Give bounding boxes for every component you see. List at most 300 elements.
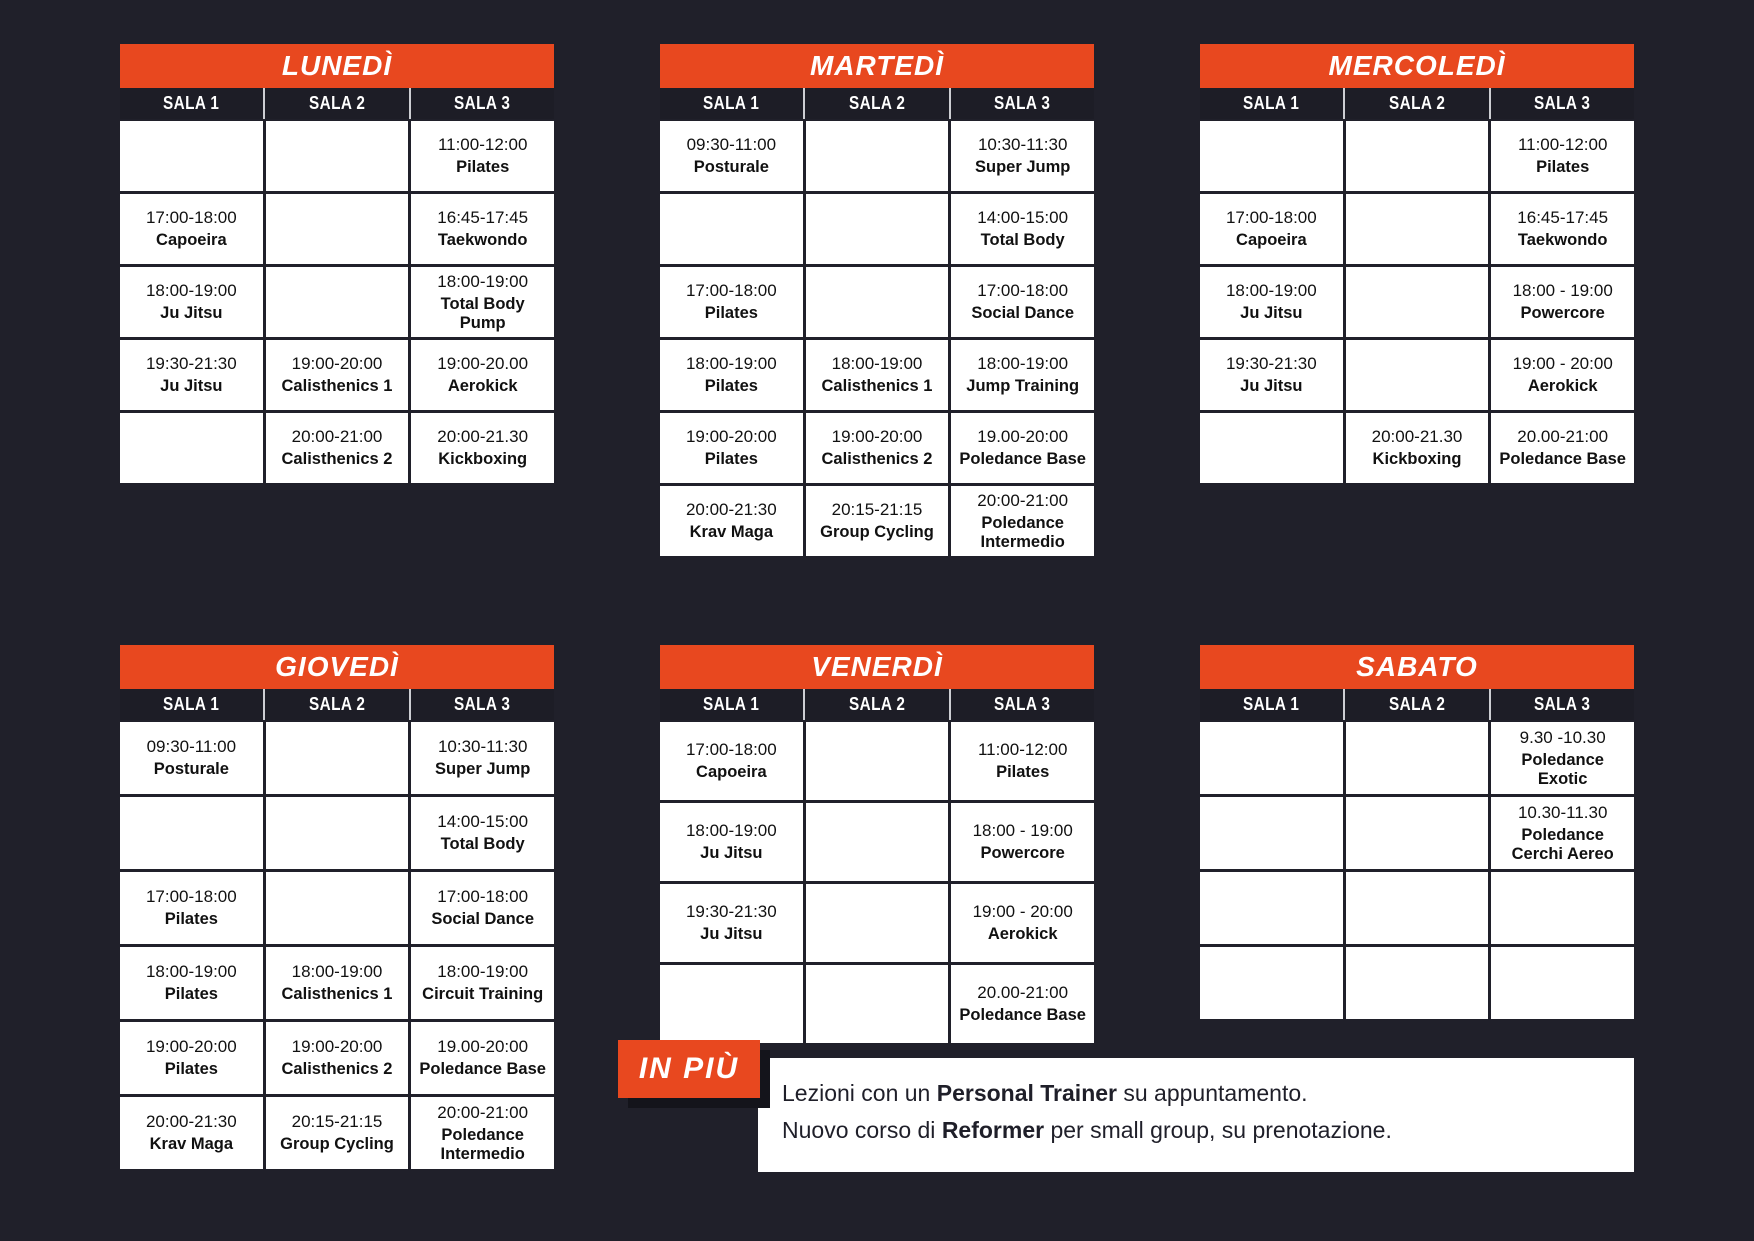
- room-header: [803, 88, 948, 119]
- class-time: 9.30 -10.30: [1519, 727, 1606, 747]
- class-cell: [1200, 340, 1343, 410]
- class-time: 18:00-19:00: [437, 271, 529, 291]
- class-cell: [1491, 340, 1634, 410]
- class-name: Capoeira: [1236, 231, 1307, 250]
- class-time: 17:00-18:00: [977, 281, 1069, 301]
- class-time: 18:00-19:00: [145, 962, 237, 982]
- class-name: Capoeira: [156, 231, 227, 250]
- class-time: 11:00-12:00: [1517, 135, 1608, 155]
- class-name: Total Body: [440, 835, 525, 854]
- room-header-label: SALA 3: [994, 694, 1051, 714]
- class-cell: [411, 267, 554, 337]
- class-name: Social Dance: [431, 910, 535, 929]
- class-name: Posturale: [693, 158, 769, 177]
- class-time: 19:00-20.00: [437, 354, 529, 374]
- room-header: [409, 689, 554, 720]
- empty-cell: [266, 797, 409, 869]
- in-piu-line1-prefix: Lezioni con un: [782, 1080, 937, 1106]
- in-piu-line2: [782, 1112, 1634, 1149]
- in-piu-panel: [758, 1058, 1634, 1172]
- class-name: Posturale: [153, 760, 229, 779]
- class-name: Total Body: [980, 231, 1065, 250]
- in-piu-line2-prefix: Nuovo corso di: [782, 1117, 942, 1143]
- room-header: [949, 689, 1094, 720]
- class-name: Calisthenics 2: [281, 1060, 393, 1079]
- class-time: 20:00-21:00: [977, 490, 1069, 510]
- class-name: Pilates: [704, 304, 758, 323]
- class-time: 18:00-19:00: [685, 354, 777, 374]
- schedule-row: [120, 1022, 554, 1094]
- room-header-row: [660, 689, 1094, 720]
- class-time: 19:30-21:30: [685, 902, 777, 922]
- room-header-label: SALA 3: [994, 93, 1051, 113]
- class-cell: [411, 1097, 554, 1169]
- empty-cell: [1346, 797, 1489, 869]
- room-header-label: SALA 2: [308, 694, 366, 714]
- class-cell: [951, 194, 1094, 264]
- class-name: Jump Training: [966, 377, 1080, 396]
- class-name: Ju Jitsu: [160, 304, 223, 323]
- class-name: Social Dance: [971, 304, 1075, 323]
- empty-cell: [1200, 947, 1343, 1019]
- empty-cell: [806, 121, 949, 191]
- empty-cell: [1346, 194, 1489, 264]
- day-table-mercoledi: [1200, 44, 1634, 483]
- schedule-grid: [1200, 121, 1634, 483]
- empty-cell: [1491, 947, 1634, 1019]
- room-header-label: SALA 2: [848, 694, 906, 714]
- schedule-row: [660, 121, 1094, 191]
- class-name: Group Cycling: [280, 1135, 394, 1154]
- class-cell: [806, 486, 949, 556]
- empty-cell: [1346, 340, 1489, 410]
- class-time: 09:30-11:00: [146, 737, 237, 757]
- class-name: Kickboxing: [438, 450, 528, 469]
- class-time: 18:00 - 19:00: [972, 821, 1073, 841]
- class-cell: [1491, 722, 1634, 794]
- room-header-row: [120, 88, 554, 119]
- empty-cell: [1346, 722, 1489, 794]
- room-header-row: [1200, 689, 1634, 720]
- empty-cell: [806, 965, 949, 1043]
- room-header-label: SALA 2: [848, 93, 906, 113]
- schedule-grid: [1200, 722, 1634, 1019]
- room-header-label: SALA 1: [1243, 93, 1300, 113]
- schedule-row: [660, 267, 1094, 337]
- class-cell: [1491, 121, 1634, 191]
- class-name: Calisthenics 1: [821, 377, 933, 396]
- schedule-row: [1200, 340, 1634, 410]
- class-time: 19.00-20:00: [437, 1037, 529, 1057]
- class-cell: [120, 947, 263, 1019]
- room-header-label: SALA 3: [454, 694, 511, 714]
- class-time: 16:45-17:45: [437, 208, 529, 228]
- schedule-row: [120, 121, 554, 191]
- class-name: Super Jump: [975, 158, 1071, 177]
- class-name: Powercore: [980, 844, 1065, 863]
- class-cell: [1491, 194, 1634, 264]
- in-piu-badge: IN PIÙ: [618, 1040, 760, 1098]
- class-time: 17:00-18:00: [1225, 208, 1317, 228]
- class-time: 20:00-21:30: [145, 1112, 237, 1132]
- empty-cell: [120, 121, 263, 191]
- schedule-grid: [660, 722, 1094, 1043]
- empty-cell: [266, 872, 409, 944]
- class-time: 20:00-21.30: [437, 427, 529, 447]
- schedule-row: [120, 340, 554, 410]
- room-header: [1489, 689, 1634, 720]
- class-cell: [660, 413, 803, 483]
- schedule-row: [120, 872, 554, 944]
- room-header: [803, 689, 948, 720]
- class-cell: [120, 722, 263, 794]
- class-cell: [120, 340, 263, 410]
- empty-cell: [1346, 872, 1489, 944]
- schedule-row: [120, 194, 554, 264]
- room-header: [120, 88, 263, 119]
- schedule-row: [660, 486, 1094, 556]
- class-name: Poledance Base: [419, 1060, 546, 1079]
- schedule-row: [120, 722, 554, 794]
- class-cell: [411, 797, 554, 869]
- class-time: 19:00-20:00: [831, 427, 923, 447]
- empty-cell: [806, 722, 949, 800]
- class-time: 16:45-17:45: [1517, 208, 1609, 228]
- schedule-row: [660, 803, 1094, 881]
- day-title: MERCOLEDÌ: [1200, 44, 1634, 88]
- class-time: 19.00-20:00: [977, 427, 1069, 447]
- room-header: [263, 88, 408, 119]
- class-cell: [1346, 413, 1489, 483]
- class-name: Pilates: [456, 158, 510, 177]
- day-title: SABATO: [1200, 645, 1634, 689]
- class-name: Poledance Base: [959, 450, 1086, 469]
- class-cell: [660, 121, 803, 191]
- class-cell: [266, 1097, 409, 1169]
- room-header: [1200, 689, 1343, 720]
- class-cell: [660, 267, 803, 337]
- class-time: 17:00-18:00: [145, 208, 237, 228]
- empty-cell: [1346, 121, 1489, 191]
- class-name: Ju Jitsu: [700, 925, 763, 944]
- class-cell: [951, 965, 1094, 1043]
- schedule-row: [660, 722, 1094, 800]
- class-cell: [660, 722, 803, 800]
- class-name: Ju Jitsu: [700, 844, 763, 863]
- class-cell: [660, 340, 803, 410]
- class-name: Calisthenics 1: [281, 985, 393, 1004]
- schedule-row: [1200, 121, 1634, 191]
- schedule-row: [660, 965, 1094, 1043]
- class-time: 17:00-18:00: [145, 887, 237, 907]
- empty-cell: [1200, 121, 1343, 191]
- room-header-label: SALA 3: [1534, 694, 1591, 714]
- class-name: Calisthenics 2: [281, 450, 393, 469]
- in-piu-line1-bold: Personal Trainer: [936, 1080, 1117, 1106]
- class-name: Krav Maga: [689, 523, 774, 542]
- class-cell: [951, 722, 1094, 800]
- day-table-lunedi: [120, 44, 554, 483]
- class-name: Pilates: [704, 377, 758, 396]
- class-time: 17:00-18:00: [437, 887, 529, 907]
- class-name: Capoeira: [696, 763, 767, 782]
- empty-cell: [120, 413, 263, 483]
- empty-cell: [266, 194, 409, 264]
- class-time: 09:30-11:00: [686, 135, 777, 155]
- room-header: [263, 689, 408, 720]
- class-name: Aerokick: [1527, 377, 1598, 396]
- room-header-label: SALA 1: [1243, 694, 1300, 714]
- class-time: 10.30-11.30: [1517, 802, 1608, 822]
- room-header-label: SALA 1: [163, 93, 220, 113]
- class-name: Pilates: [164, 1060, 218, 1079]
- class-cell: [951, 884, 1094, 962]
- in-piu-line2-suffix: per small group, su prenotazione.: [1044, 1117, 1392, 1143]
- in-piu-line2-bold: Reformer: [941, 1117, 1045, 1143]
- class-time: 19:00-20:00: [291, 354, 383, 374]
- class-cell: [1491, 267, 1634, 337]
- class-cell: [951, 486, 1094, 556]
- class-time: 18:00-19:00: [977, 354, 1069, 374]
- class-cell: [806, 340, 949, 410]
- class-cell: [411, 722, 554, 794]
- room-header-row: [660, 88, 1094, 119]
- empty-cell: [1200, 413, 1343, 483]
- class-cell: [411, 340, 554, 410]
- day-table-venerdi: [660, 645, 1094, 1043]
- class-time: 18:00-19:00: [145, 281, 237, 301]
- class-time: 17:00-18:00: [685, 281, 777, 301]
- class-time: 11:00-12:00: [437, 135, 528, 155]
- schedule-row: [660, 413, 1094, 483]
- class-cell: [951, 267, 1094, 337]
- schedule-row: [1200, 797, 1634, 869]
- class-time: 19:00-20:00: [685, 427, 777, 447]
- class-cell: [951, 121, 1094, 191]
- schedule-row: [1200, 267, 1634, 337]
- class-cell: [411, 121, 554, 191]
- class-cell: [951, 340, 1094, 410]
- room-header-label: SALA 3: [454, 93, 511, 113]
- empty-cell: [806, 194, 949, 264]
- room-header: [660, 689, 803, 720]
- class-name: Super Jump: [435, 760, 531, 779]
- room-header: [1489, 88, 1634, 119]
- room-header-label: SALA 3: [1534, 93, 1591, 113]
- empty-cell: [266, 722, 409, 794]
- class-name: Powercore: [1520, 304, 1605, 323]
- room-header: [120, 689, 263, 720]
- class-name: Poledance Base: [1499, 450, 1626, 469]
- class-cell: [411, 413, 554, 483]
- class-name: Calisthenics 2: [821, 450, 933, 469]
- schedule-row: [1200, 722, 1634, 794]
- day-title: LUNEDÌ: [120, 44, 554, 88]
- empty-cell: [1200, 872, 1343, 944]
- class-cell: [1200, 194, 1343, 264]
- class-name: Total Body Pump: [440, 295, 525, 332]
- class-cell: [411, 194, 554, 264]
- room-header-label: SALA 1: [163, 694, 220, 714]
- room-header-label: SALA 1: [703, 93, 760, 113]
- class-time: 10:30-11:30: [437, 737, 528, 757]
- class-cell: [120, 1022, 263, 1094]
- class-time: 18:00-19:00: [291, 962, 383, 982]
- class-cell: [266, 340, 409, 410]
- class-name: Aerokick: [987, 925, 1058, 944]
- room-header: [409, 88, 554, 119]
- class-cell: [411, 872, 554, 944]
- schedule-row: [1200, 413, 1634, 483]
- schedule-row: [1200, 947, 1634, 1019]
- class-name: Ju Jitsu: [160, 377, 223, 396]
- class-name: Ju Jitsu: [1240, 304, 1303, 323]
- room-header: [1343, 689, 1488, 720]
- schedule-row: [120, 797, 554, 869]
- class-time: 10:30-11:30: [977, 135, 1068, 155]
- day-title: MARTEDÌ: [660, 44, 1094, 88]
- room-header-row: [1200, 88, 1634, 119]
- room-header: [949, 88, 1094, 119]
- in-piu-line1-suffix: su appuntamento.: [1116, 1080, 1308, 1106]
- class-cell: [120, 872, 263, 944]
- empty-cell: [1491, 872, 1634, 944]
- empty-cell: [120, 797, 263, 869]
- class-name: Taekwondo: [1517, 231, 1608, 250]
- class-name: Poledance Intermedio: [980, 514, 1065, 551]
- class-time: 19:00-20:00: [145, 1037, 237, 1057]
- schedule-row: [1200, 194, 1634, 264]
- empty-cell: [660, 194, 803, 264]
- schedule-row: [120, 947, 554, 1019]
- class-time: 18:00-19:00: [1225, 281, 1317, 301]
- empty-cell: [1200, 797, 1343, 869]
- class-name: Poledance Intermedio: [440, 1126, 525, 1163]
- class-time: 17:00-18:00: [685, 740, 777, 760]
- class-time: 19:30-21:30: [145, 354, 237, 374]
- class-name: Pilates: [164, 985, 218, 1004]
- class-time: 19:30-21:30: [1225, 354, 1317, 374]
- class-time: 18:00-19:00: [831, 354, 923, 374]
- class-time: 20.00-21:00: [1517, 427, 1609, 447]
- room-header-row: [120, 689, 554, 720]
- schedule-row: [660, 194, 1094, 264]
- class-cell: [806, 413, 949, 483]
- class-cell: [660, 486, 803, 556]
- day-table-giovedi: [120, 645, 554, 1169]
- class-cell: [1200, 267, 1343, 337]
- class-name: Pilates: [996, 763, 1050, 782]
- class-cell: [660, 884, 803, 962]
- class-name: Poledance Cerchi Aereo: [1511, 826, 1614, 863]
- class-name: Ju Jitsu: [1240, 377, 1303, 396]
- empty-cell: [266, 267, 409, 337]
- room-header-label: SALA 2: [1388, 93, 1446, 113]
- class-name: Calisthenics 1: [281, 377, 393, 396]
- room-header-label: SALA 2: [1388, 694, 1446, 714]
- day-table-sabato: [1200, 645, 1634, 1019]
- room-header: [1343, 88, 1488, 119]
- class-name: Pilates: [164, 910, 218, 929]
- class-time: 19:00 - 20:00: [972, 902, 1073, 922]
- empty-cell: [806, 267, 949, 337]
- room-header: [1200, 88, 1343, 119]
- class-cell: [266, 1022, 409, 1094]
- empty-cell: [1346, 267, 1489, 337]
- empty-cell: [266, 121, 409, 191]
- empty-cell: [1200, 722, 1343, 794]
- class-cell: [411, 947, 554, 1019]
- room-header-label: SALA 1: [703, 694, 760, 714]
- schedule-grid: [120, 722, 554, 1169]
- schedule-row: [660, 340, 1094, 410]
- class-cell: [1491, 797, 1634, 869]
- class-cell: [120, 194, 263, 264]
- class-cell: [120, 267, 263, 337]
- class-cell: [411, 1022, 554, 1094]
- schedule-row: [660, 884, 1094, 962]
- day-title: GIOVEDÌ: [120, 645, 554, 689]
- class-time: 20:00-21:00: [291, 427, 383, 447]
- day-title: VENERDÌ: [660, 645, 1094, 689]
- room-header-label: SALA 2: [308, 93, 366, 113]
- class-cell: [1491, 413, 1634, 483]
- day-table-martedi: [660, 44, 1094, 556]
- in-piu-line1: [782, 1075, 1634, 1112]
- class-time: 19:00 - 20:00: [1512, 354, 1613, 374]
- class-name: Pilates: [1536, 158, 1590, 177]
- class-name: Circuit Training: [422, 985, 544, 1004]
- class-time: 20:00-21.30: [1371, 427, 1463, 447]
- class-time: 11:00-12:00: [977, 740, 1068, 760]
- schedule-row: [120, 413, 554, 483]
- class-cell: [266, 947, 409, 1019]
- class-time: 20:00-21:30: [685, 500, 777, 520]
- class-name: Group Cycling: [820, 523, 934, 542]
- room-header: [660, 88, 803, 119]
- class-name: Kickboxing: [1372, 450, 1462, 469]
- schedule-row: [120, 1097, 554, 1169]
- class-cell: [120, 1097, 263, 1169]
- class-time: 14:00-15:00: [977, 208, 1069, 228]
- class-time: 18:00 - 19:00: [1512, 281, 1613, 301]
- empty-cell: [806, 884, 949, 962]
- class-name: Aerokick: [447, 377, 518, 396]
- class-time: 14:00-15:00: [437, 812, 529, 832]
- class-cell: [660, 803, 803, 881]
- class-name: Krav Maga: [149, 1135, 234, 1154]
- class-name: Taekwondo: [437, 231, 528, 250]
- class-time: 20:15-21:15: [831, 500, 923, 520]
- class-time: 18:00-19:00: [437, 962, 529, 982]
- empty-cell: [1346, 947, 1489, 1019]
- class-cell: [266, 413, 409, 483]
- class-cell: [951, 413, 1094, 483]
- schedule-grid: [120, 121, 554, 483]
- class-time: 18:00-19:00: [685, 821, 777, 841]
- class-name: Poledance Base: [959, 1006, 1086, 1025]
- empty-cell: [806, 803, 949, 881]
- class-time: 19:00-20:00: [291, 1037, 383, 1057]
- class-time: 20:15-21:15: [291, 1112, 383, 1132]
- schedule-grid: [660, 121, 1094, 556]
- class-name: Pilates: [704, 450, 758, 469]
- empty-cell: [660, 965, 803, 1043]
- schedule-row: [1200, 872, 1634, 944]
- class-time: 20.00-21:00: [977, 983, 1069, 1003]
- class-cell: [951, 803, 1094, 881]
- class-time: 20:00-21:00: [437, 1102, 529, 1122]
